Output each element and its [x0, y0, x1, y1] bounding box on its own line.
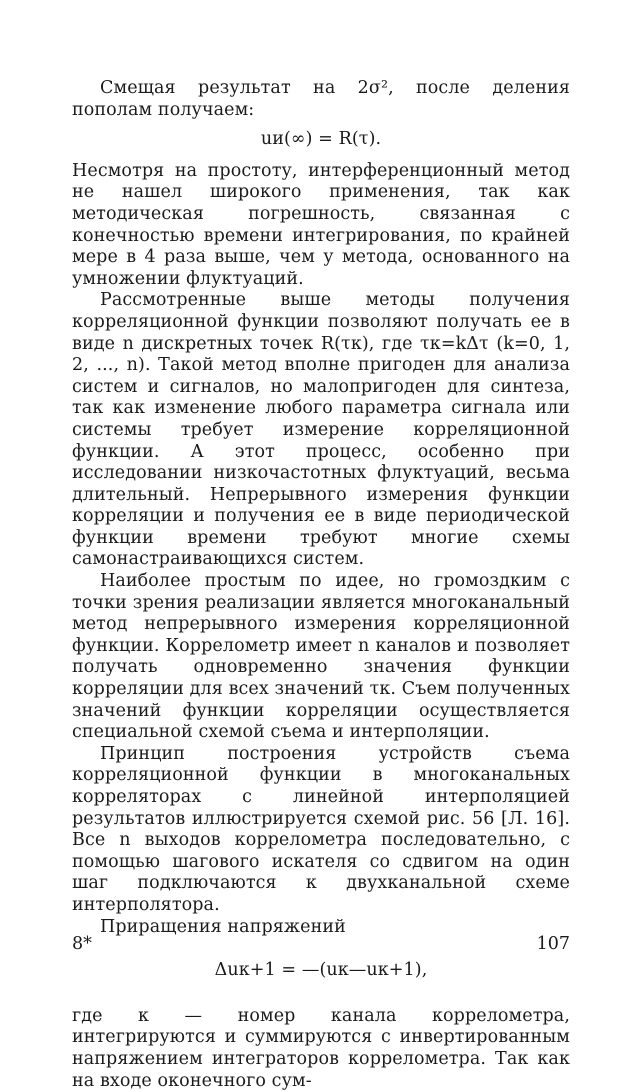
- signature-mark: 8*: [72, 934, 92, 954]
- paragraph-4: Наиболее простым по идее, но громоздким с точки зрения реализации является многоканальный метод непрерывного измерения корреляционной функции. Коррелометр имеет n каналов и позволяет получать одновременно значения функции корреляции для всех значений τк. Съем полученных значений функции корреляции осуществляется специальной схемой съема и интерполяции.: [72, 571, 570, 743]
- page-number: 107: [536, 934, 570, 954]
- formula-1: uи(∞) = R(τ).: [260, 129, 382, 150]
- paragraph-2: Несмотря на простоту, интерференционный метод не нашел широкого применения, так как методическая погрешность, связанная с конечностью времени интегрирования, по крайней мере в 4 раза выше, чем у метода, основанного на умножении флуктуаций.: [72, 160, 570, 289]
- paragraph-3: Рассмотренные выше методы получения корреляционной функции позволяют получать ее в виде n дискретных точек R(τк), где τк=kΔτ (k=0, 1, 2, ..., n). Такой метод вполне пригоден для анализа систем и сигналов, но малопригоден для синтеза, так как изменение любого параметра сигнала или системы требует измерение корреляционной функции. А этот процесс, особенно при исследовании низкочастотных флуктуаций, весьма длительный. Непрерывного измерения функции корреляции и получения ее в виде периодической функции времени требуют многие схемы самонастраивающихся систем.: [72, 290, 570, 570]
- paragraph-1: Смещая результат на 2σ², после деления пополам получаем:: [72, 78, 570, 120]
- formula-2: Δuк+1 = —(uк—uк+1),: [214, 960, 428, 981]
- page-footer: [72, 934, 570, 954]
- paragraph-5: Принцип построения устройств съема корреляционной функции в многоканальных корреляторах с линейной интерполяцией результатов иллюстрируется схемой рис. 56 [Л. 16]. Все n выходов коррелометра последовательно, с помощью шагового искателя со сдвигом на один шаг подключаются к двухканальной схеме интерполятора.: [72, 743, 570, 915]
- paragraph-7: где к — номер канала коррелометра, интегрируются и суммируются с инвертированным напряжением интеграторов коррелометра. Так как на входе оконечного сум-: [72, 1005, 570, 1091]
- paragraph-6: Приращения напряжений: [100, 916, 346, 937]
